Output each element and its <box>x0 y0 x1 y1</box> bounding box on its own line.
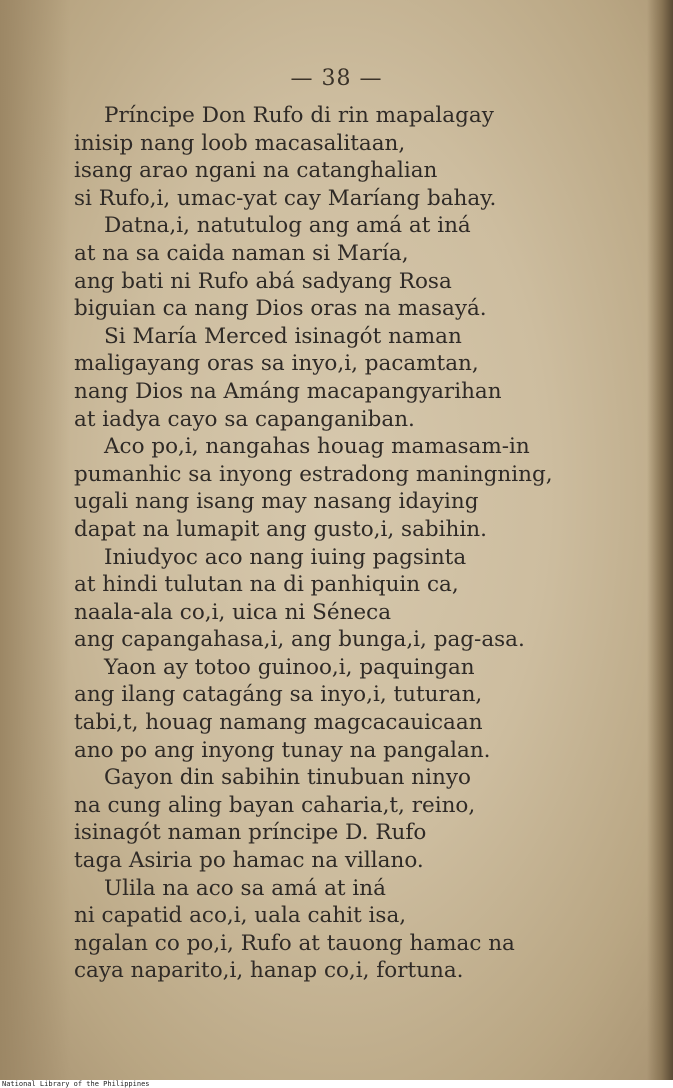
verse-line: pumanhic sa inyong estradong maningning, <box>74 461 553 487</box>
verse-line: Iniudyoc aco nang iuing pagsinta <box>104 544 467 570</box>
poem-body <box>74 102 664 985</box>
verse-line: caya naparito,i, hanap co,i, fortuna. <box>74 958 464 984</box>
verse-line: ugali nang isang may nasang idaying <box>74 489 479 515</box>
stanza <box>74 764 664 874</box>
verse-line: Ulila na aco sa amá at iná <box>104 875 386 901</box>
verse-line: isinagót naman príncipe D. Rufo <box>74 820 427 846</box>
verse-line: ang ilang catagáng sa inyo,i, tuturan, <box>74 682 483 708</box>
stanza <box>74 544 664 654</box>
verse-line: taga Asiria po hamac na villano. <box>74 848 424 874</box>
verse-line: at na sa caida naman si María, <box>74 240 409 266</box>
verse-line: Príncipe Don Rufo di rin mapalagay <box>104 103 494 128</box>
verse-line: isang arao ngani na catanghalian <box>74 158 438 184</box>
stanza <box>74 212 664 322</box>
verse-line: Gayon din sabihin tinubuan ninyo <box>104 765 471 791</box>
verse-line: si Rufo,i, umac-yat cay Maríang bahay. <box>74 185 497 211</box>
verse-line: tabi,t, houag namang magcacauicaan <box>74 710 483 736</box>
stanza <box>74 433 664 543</box>
verse-line: biguian ca nang Dios oras na masayá. <box>74 296 487 322</box>
page-number: — 38 — <box>290 66 383 91</box>
verse-line: ang capangahasa,i, ang bunga,i, pag-asa. <box>74 627 525 653</box>
verse-line: at iadya cayo sa capanganiban. <box>74 406 415 432</box>
verse-line: ano po ang inyong tunay na pangalan. <box>74 737 491 763</box>
verse-line: inisip nang loob macasalitaan, <box>74 130 406 156</box>
verse-line: ni capatid aco,i, uala cahit isa, <box>74 903 407 929</box>
stanza <box>74 102 664 212</box>
verse-line: Si María Merced isinagót naman <box>104 323 462 349</box>
stanza <box>74 323 664 433</box>
verse-line: dapat na lumapit ang gusto,i, sabihin. <box>74 516 487 542</box>
verse-line: Datna,i, natutulog ang amá at iná <box>104 213 471 239</box>
verse-line: nang Dios na Amáng macapangyarihan <box>74 378 502 404</box>
verse-line: ngalan co po,i, Rufo at tauong hamac na <box>74 930 515 956</box>
verse-line: Aco po,i, nangahas houag mamasam-in <box>104 434 530 460</box>
verse-line: Yaon ay totoo guinoo,i, paquingan <box>104 654 475 680</box>
stanza <box>74 654 664 764</box>
verse-line: at hindi tulutan na di panhiquin ca, <box>74 572 459 598</box>
verse-line: ang bati ni Rufo abá sadyang Rosa <box>74 268 452 294</box>
stanza <box>74 875 664 985</box>
library-attribution: National Library of the Philippines <box>2 1080 150 1088</box>
verse-line: naala-ala co,i, uica ni Séneca <box>74 599 392 625</box>
verse-line: maligayang oras sa inyo,i, pacamtan, <box>74 351 479 377</box>
verse-line: na cung aling bayan caharia,t, reino, <box>74 792 476 818</box>
